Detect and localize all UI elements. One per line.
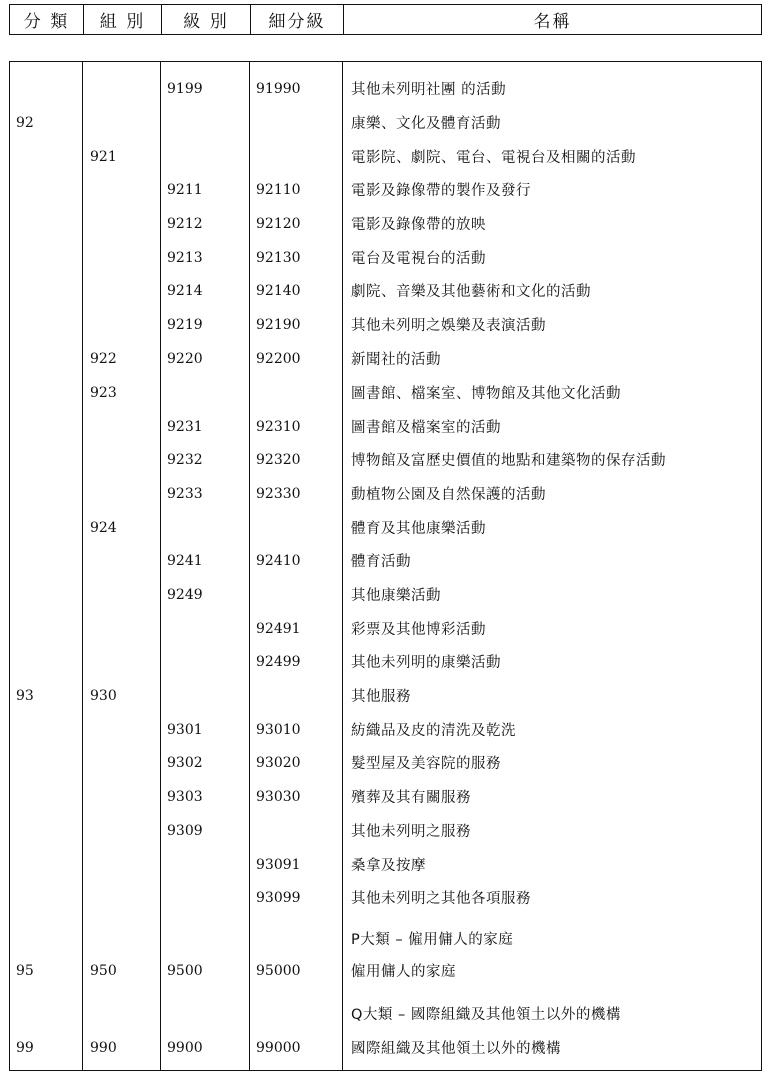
group-code: 950 — [90, 962, 117, 979]
activity-name: 康樂、文化及體育活動 — [351, 116, 501, 132]
table-row — [10, 376, 761, 409]
table-header — [9, 4, 762, 35]
subclass-code: 92130 — [256, 249, 301, 266]
table-row — [10, 443, 761, 476]
table-row — [10, 746, 761, 779]
activity-name: 體育活動 — [351, 554, 411, 570]
activity-name: 博物館及富歷史價值的地點和建築物的保存活動 — [351, 453, 666, 469]
table-row — [10, 780, 761, 813]
header-division: 分 類 — [10, 5, 84, 34]
class-code: 9219 — [167, 316, 203, 333]
subclass-code: 93030 — [256, 788, 301, 805]
subclass-code: 92491 — [256, 620, 301, 637]
classification-table — [9, 61, 762, 1071]
activity-name: 電影院、劇院、電台、電視台及相關的活動 — [351, 150, 636, 166]
subclass-code: 92310 — [256, 418, 301, 435]
group-code: 924 — [90, 519, 117, 536]
activity-name: 電影及錄像帶的製作及發行 — [351, 183, 531, 199]
activity-name: 桑拿及按摩 — [351, 858, 426, 874]
activity-name: 髮型屋及美容院的服務 — [351, 756, 501, 772]
table-row — [10, 848, 761, 881]
table-row — [10, 342, 761, 375]
group-code: 930 — [90, 687, 117, 704]
subclass-code: 92330 — [256, 485, 301, 502]
subclass-code: 93099 — [256, 889, 301, 906]
subclass-code: 92410 — [256, 552, 301, 569]
table-row — [10, 645, 761, 678]
table-row — [10, 308, 761, 341]
activity-name: 電影及錄像帶的放映 — [351, 217, 486, 233]
activity-name: 彩票及其他博彩活動 — [351, 622, 486, 638]
class-code: 9214 — [167, 282, 203, 299]
activity-name: 僱用傭人的家庭 — [351, 964, 456, 980]
activity-name: 劇院、音樂及其他藝術和文化的活動 — [351, 284, 591, 300]
activity-name: Q大類 – 國際組織及其他領土以外的機構 — [351, 1007, 621, 1023]
class-code: 9231 — [167, 418, 203, 435]
table-row — [10, 173, 761, 206]
class-code: 9199 — [167, 80, 203, 97]
class-code: 9302 — [167, 754, 203, 771]
division-code: 99 — [16, 1039, 34, 1056]
class-code: 9500 — [167, 962, 203, 979]
group-code: 990 — [90, 1039, 117, 1056]
activity-name: 其他未列明的康樂活動 — [351, 655, 501, 671]
class-code: 9249 — [167, 586, 203, 603]
activity-name: 其他未列明之服務 — [351, 824, 471, 840]
header-name: 名稱 — [533, 12, 572, 32]
table-row — [10, 274, 761, 307]
subclass-code: 92190 — [256, 316, 301, 333]
activity-name: 國際組織及其他領土以外的機構 — [351, 1041, 561, 1057]
class-code: 9309 — [167, 822, 203, 839]
group-code: 921 — [90, 148, 117, 165]
class-code: 9301 — [167, 721, 203, 738]
class-code: 9212 — [167, 215, 203, 232]
table-row — [10, 881, 761, 914]
activity-name: 新聞社的活動 — [351, 352, 441, 368]
activity-name: 動植物公園及自然保護的活動 — [351, 487, 546, 503]
table-row — [10, 140, 761, 173]
table-row — [10, 954, 761, 987]
class-code: 9900 — [167, 1039, 203, 1056]
activity-name: 其他康樂活動 — [351, 588, 441, 604]
subclass-code: 92200 — [256, 350, 301, 367]
activity-name: P大類 – 僱用傭人的家庭 — [351, 932, 514, 948]
activity-name: 殯葬及其有關服務 — [351, 790, 471, 806]
table-row — [10, 511, 761, 544]
subclass-code: 92140 — [256, 282, 301, 299]
table-row — [10, 72, 761, 105]
table-row — [10, 612, 761, 645]
activity-name: 其他未列明之娛樂及表演活動 — [351, 318, 546, 334]
division-code: 93 — [16, 687, 34, 704]
subclass-code: 93020 — [256, 754, 301, 771]
activity-name: 其他未列明社團 的活動 — [351, 82, 507, 98]
header-group: 組 別 — [84, 5, 162, 34]
activity-name: 體育及其他康樂活動 — [351, 521, 486, 537]
class-code: 9213 — [167, 249, 203, 266]
table-row — [10, 207, 761, 240]
division-code: 95 — [16, 962, 34, 979]
subclass-code: 92320 — [256, 451, 301, 468]
table-row — [10, 1031, 761, 1064]
table-row — [10, 997, 761, 1030]
class-code: 9241 — [167, 552, 203, 569]
subclass-code: 92110 — [256, 181, 301, 198]
table-row — [10, 922, 761, 955]
table-row — [10, 814, 761, 847]
class-code: 9303 — [167, 788, 203, 805]
class-code: 9232 — [167, 451, 203, 468]
activity-name: 紡織品及皮的清洗及乾洗 — [351, 723, 516, 739]
activity-name: 其他服務 — [351, 689, 411, 705]
activity-name: 圖書館及檔案室的活動 — [351, 420, 501, 436]
group-code: 923 — [90, 384, 117, 401]
table-row — [10, 578, 761, 611]
subclass-code: 92120 — [256, 215, 301, 232]
table-row — [10, 410, 761, 443]
table-row — [10, 477, 761, 510]
table-row — [10, 713, 761, 746]
activity-name: 圖書館、檔案室、博物館及其他文化活動 — [351, 386, 621, 402]
group-code: 922 — [90, 350, 117, 367]
header-subclass: 細分級 — [251, 5, 344, 34]
subclass-code: 99000 — [256, 1039, 301, 1056]
class-code: 9220 — [167, 350, 203, 367]
class-code: 9233 — [167, 485, 203, 502]
header-class: 級 別 — [162, 5, 251, 34]
subclass-code: 91990 — [256, 80, 301, 97]
division-code: 92 — [16, 114, 34, 131]
subclass-code: 92499 — [256, 653, 301, 670]
subclass-code: 93010 — [256, 721, 301, 738]
table-row — [10, 241, 761, 274]
table-row — [10, 106, 761, 139]
activity-name: 其他未列明之其他各項服務 — [351, 891, 531, 907]
subclass-code: 95000 — [256, 962, 301, 979]
table-row — [10, 679, 761, 712]
class-code: 9211 — [167, 181, 203, 198]
subclass-code: 93091 — [256, 856, 301, 873]
table-row — [10, 544, 761, 577]
activity-name: 電台及電視台的活動 — [351, 251, 486, 267]
